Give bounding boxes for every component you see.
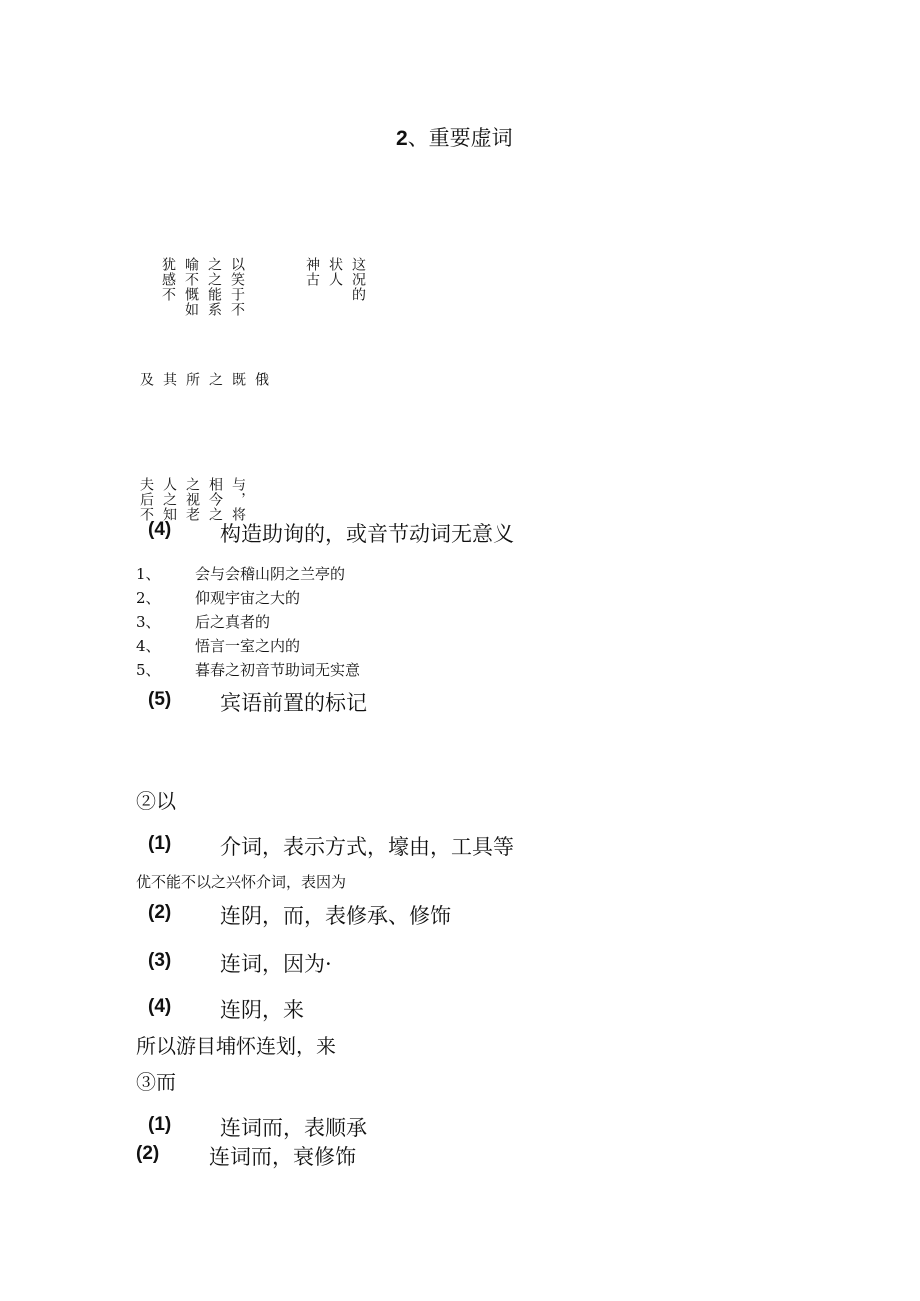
yi-4-label: 连阴，来	[220, 998, 304, 1022]
list-item-number: 4、	[136, 637, 161, 655]
er-1-label: 连词而，表顺承	[220, 1116, 367, 1140]
vertical-line: 犹感不	[160, 257, 176, 302]
section-5-label: 宾语前置的标记	[220, 691, 367, 715]
vertical-line: 这况的	[350, 257, 366, 302]
yi-3-label: 连词，因为·	[220, 952, 332, 976]
vertical-text-block-4	[134, 477, 249, 522]
vertical-line: 以笑于不	[229, 257, 245, 317]
yi-2-number: (2)	[148, 902, 172, 923]
yi-1-number: (1)	[148, 833, 172, 854]
yi-1-label: 介词，表示方式，壕由，工具等	[220, 835, 514, 859]
vertical-line: 喻不慨如	[183, 257, 199, 317]
vertical-line: 状人	[327, 257, 343, 287]
vertical-text-block-3	[134, 372, 272, 395]
list-item-text: 会与会稽山阴之兰亭的	[195, 565, 346, 583]
list-item-number: 5、	[136, 661, 161, 679]
er-1-number: (1)	[148, 1114, 172, 1135]
list-item-text: 仰观宇宙之大的	[195, 589, 301, 607]
vertical-line: 及	[138, 372, 154, 395]
vertical-line: 神古	[304, 257, 320, 287]
list-item-text: 悟言一室之内的	[195, 637, 301, 655]
vertical-line: 相今之	[207, 477, 223, 522]
yi-heading: ②以	[136, 789, 176, 813]
vertical-line: 俄	[253, 372, 269, 395]
vertical-line: 既	[230, 372, 246, 395]
vertical-line: 之之能系	[206, 257, 222, 317]
list-item-number: 2、	[136, 589, 161, 607]
yi-4-note: 所以游目埔怀连划，来	[136, 1034, 336, 1058]
yi-1-note: 优不能不以之兴怀介词，表因为	[136, 873, 347, 891]
list-item-text: 后之真者的	[195, 613, 271, 631]
section-4-label: 构造助询的，或音节动词无意义	[220, 522, 514, 546]
vertical-line: 夫后不	[138, 477, 154, 522]
list-item-number: 1、	[136, 565, 161, 583]
er-heading: ③而	[136, 1070, 176, 1094]
er-2-number: (2)	[136, 1143, 160, 1164]
vertical-line: 之视老	[184, 477, 200, 522]
title-number: 2	[396, 127, 408, 150]
vertical-line: 其	[161, 372, 177, 395]
list-item-text: 暮春之初音节助词无实意	[195, 661, 361, 679]
vertical-text-block-1	[300, 257, 369, 302]
vertical-line: 人之知	[161, 477, 177, 522]
vertical-text-block-2	[156, 257, 248, 317]
vertical-line: 之	[207, 372, 223, 395]
title-text: 、重要虚词	[407, 126, 513, 150]
section-4-heading	[148, 519, 171, 541]
section-number: (4)	[148, 519, 172, 540]
page-title	[396, 122, 513, 152]
vertical-line: 与，将	[230, 477, 246, 522]
list-item-number: 3、	[136, 613, 161, 631]
er-2-label: 连词而，衰修饰	[209, 1145, 356, 1169]
yi-3-number: (3)	[148, 950, 172, 971]
vertical-line: 所	[184, 372, 200, 395]
yi-2-label: 连阴，而，表修承、修饰	[220, 904, 451, 928]
section-5-number: (5)	[148, 689, 172, 710]
yi-4-number: (4)	[148, 996, 172, 1017]
